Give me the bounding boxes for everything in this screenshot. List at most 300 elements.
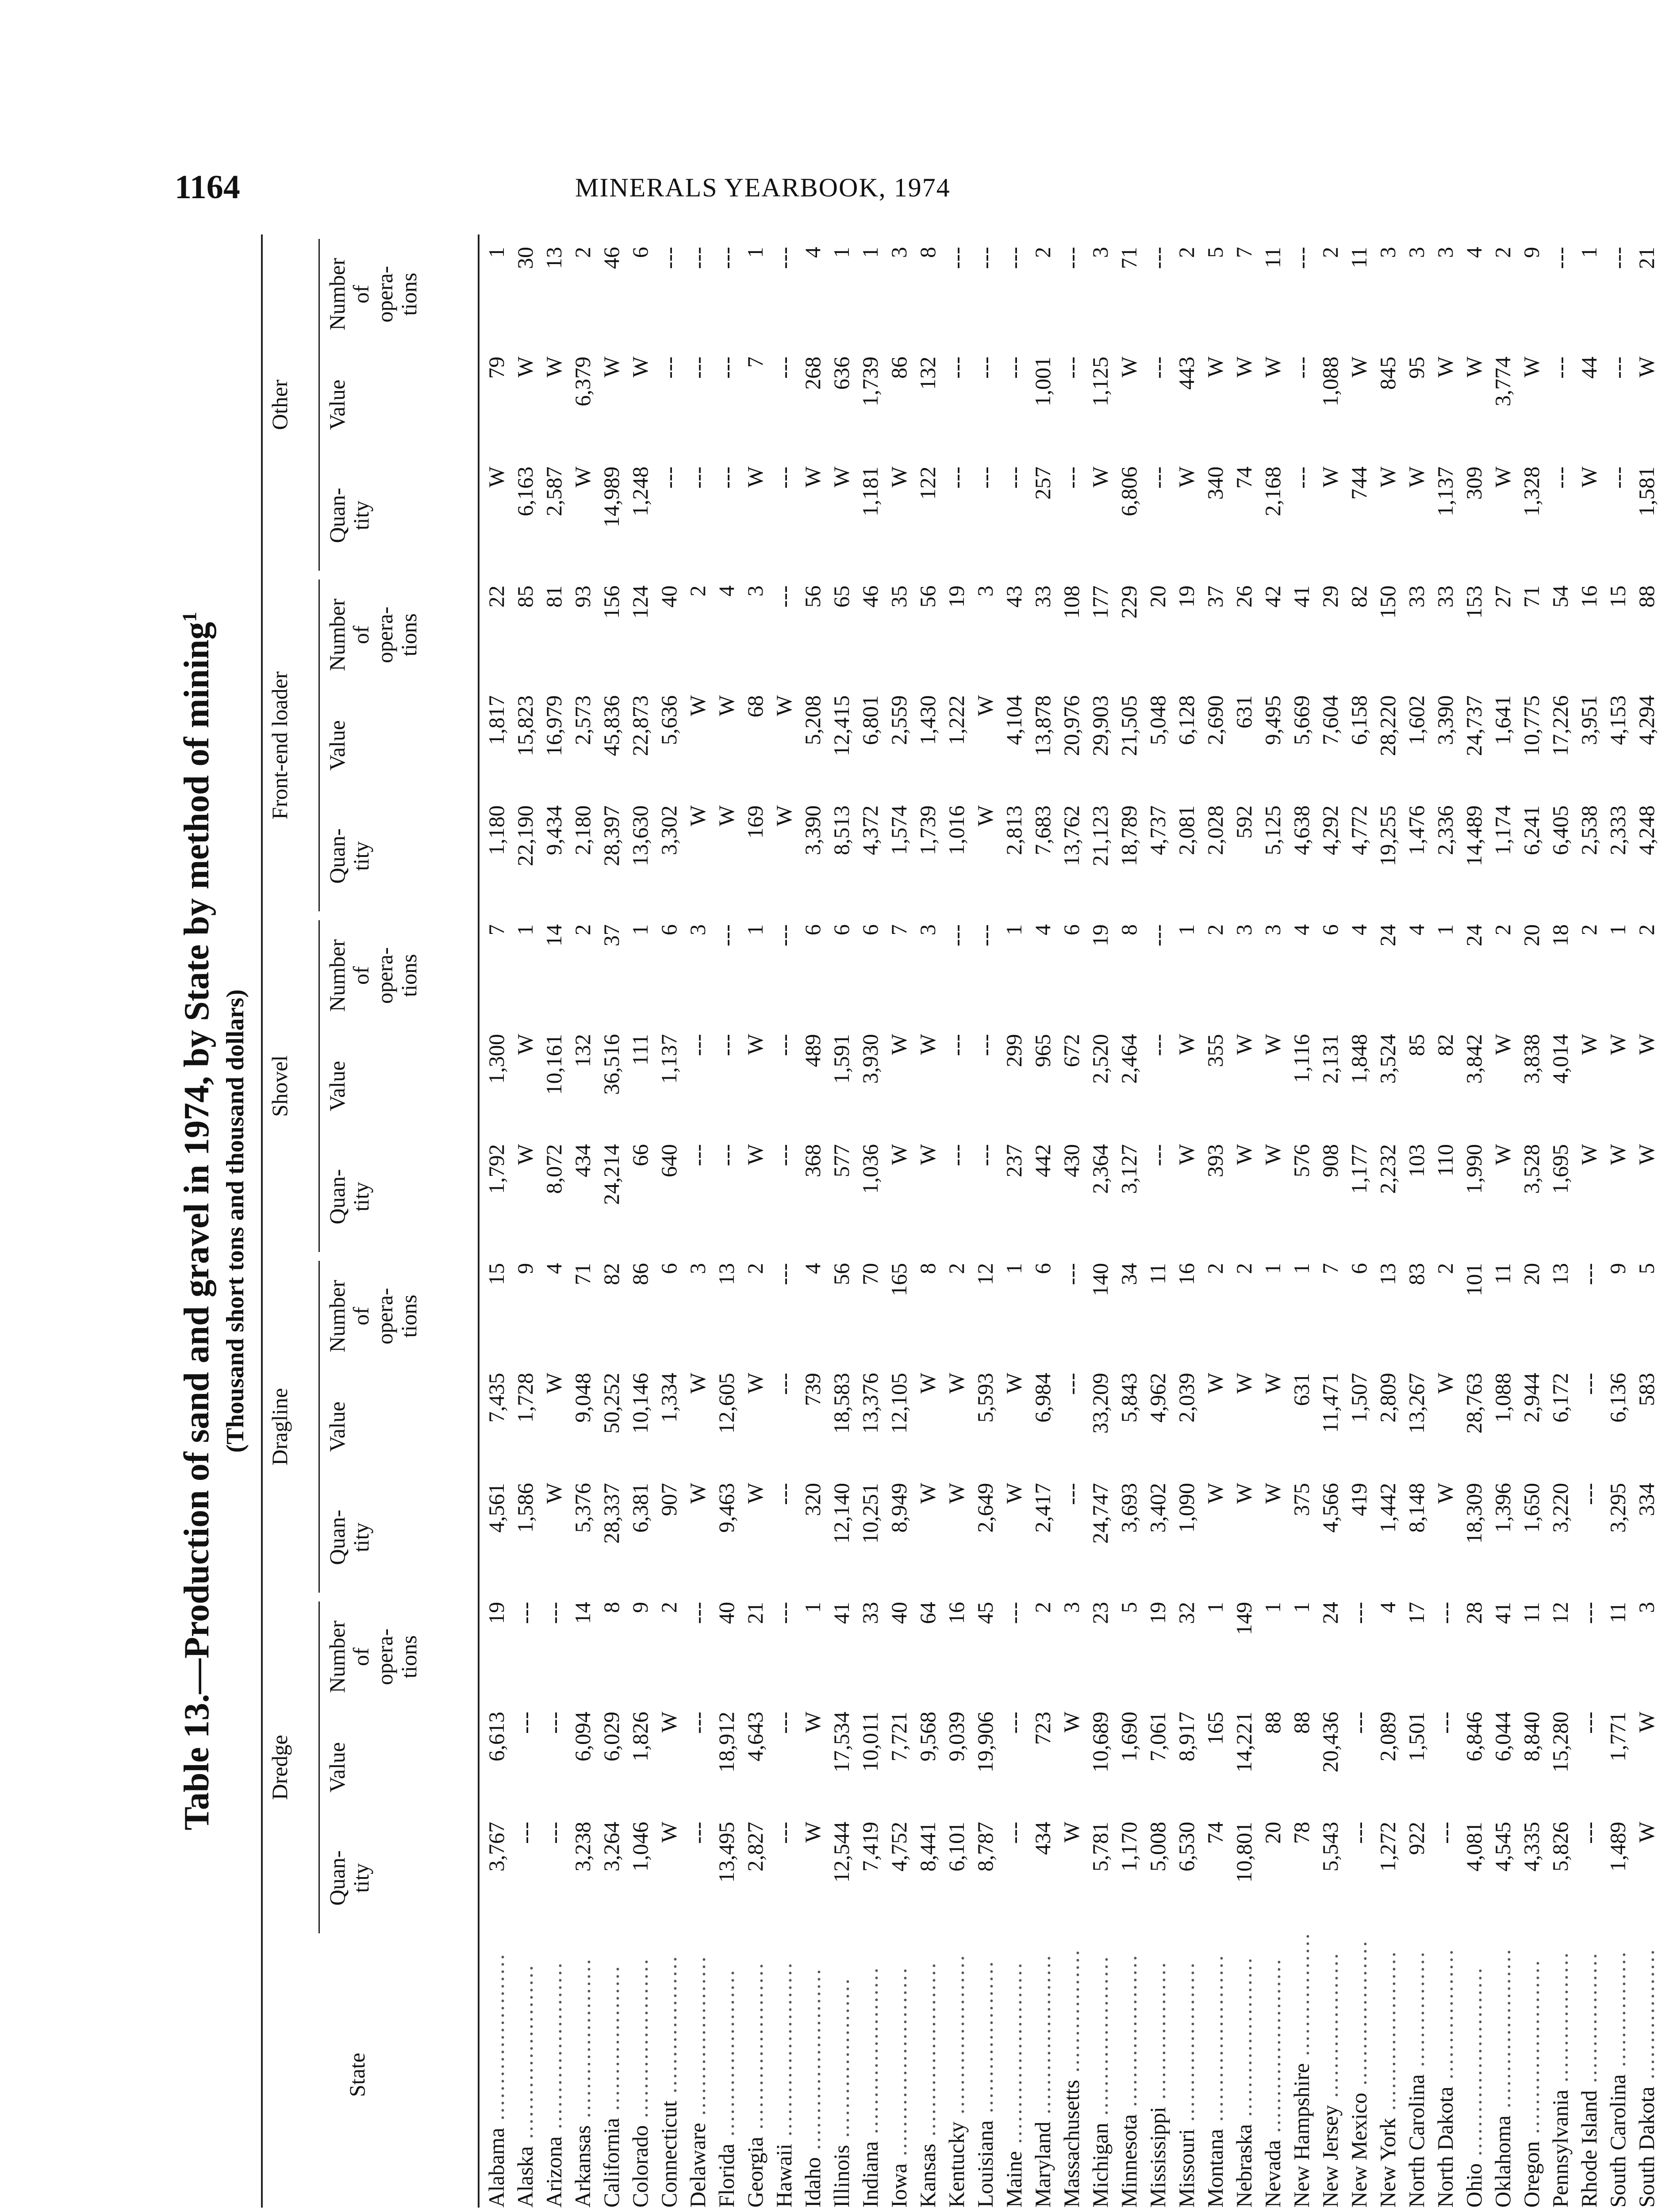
cell-operations: 24	[1462, 924, 1486, 947]
cell-operations: 6	[800, 924, 825, 936]
cell-value: ---	[1346, 1711, 1371, 1734]
table-row	[1258, 234, 1287, 2208]
cell-operations: 7	[484, 924, 509, 936]
cell-value: 723	[1030, 1711, 1055, 1745]
cell-operations: 14	[541, 924, 566, 947]
leader-dots: ......................	[1490, 1947, 1515, 2116]
cell-operations: 71	[1116, 247, 1141, 269]
cell-value: 8,840	[1519, 1711, 1544, 1762]
cell-operations: 1	[1001, 924, 1026, 936]
col-value-header: Value	[325, 1742, 349, 1793]
state-name	[683, 1928, 712, 2208]
cell-value: ---	[1059, 1373, 1084, 1395]
cell-operations: ---	[1577, 1263, 1601, 1285]
cell-quantity: W	[800, 1821, 825, 1843]
cell-quantity: 12,544	[829, 1821, 854, 1883]
table-row	[1517, 234, 1546, 2208]
cell-value: W	[1634, 356, 1659, 378]
cell-operations: ---	[1059, 1263, 1084, 1285]
cell-value: W	[1203, 1373, 1228, 1394]
cell-value: 45,836	[599, 695, 624, 757]
col-quantity-header: Quan- tity	[325, 1850, 373, 1906]
cell-operations: ---	[656, 247, 681, 269]
cell-value: W	[1260, 1034, 1285, 1055]
cell-quantity: 3,402	[1145, 1482, 1170, 1533]
cell-operations: 2	[685, 585, 710, 597]
col-value-header: Value	[325, 1061, 349, 1111]
cell-value: 88	[1260, 1711, 1285, 1734]
cell-operations: 82	[1346, 585, 1371, 608]
cell-value: 3,774	[1490, 356, 1515, 407]
cell-quantity: ---	[685, 1144, 710, 1167]
state-name	[856, 1928, 885, 2208]
cell-value: 9,495	[1260, 695, 1285, 745]
cell-value: 2,039	[1174, 1373, 1199, 1423]
cell-value: 2,089	[1375, 1711, 1400, 1762]
leader-dots: ......................	[1088, 1955, 1112, 2123]
cell-value: 29,903	[1088, 695, 1112, 757]
cell-quantity: W	[1174, 466, 1199, 488]
cell-quantity: 2,827	[743, 1821, 767, 1872]
leader-dots: ......................	[1231, 1956, 1256, 2124]
cell-quantity: W	[685, 1482, 710, 1504]
state-name	[770, 1928, 798, 2208]
cell-quantity: 13,630	[628, 805, 652, 866]
cell-operations: 2	[570, 924, 595, 936]
cell-operations: 4	[800, 247, 825, 258]
cell-quantity: 6,530	[1174, 1821, 1199, 1872]
cell-operations: 2	[656, 1601, 681, 1613]
cell-quantity: ---	[714, 466, 739, 489]
cell-operations: 156	[599, 585, 624, 619]
cell-quantity: ---	[1289, 466, 1314, 489]
cell-quantity: W	[915, 1144, 940, 1165]
cell-operations: 1	[800, 1601, 825, 1613]
cell-operations: 81	[541, 585, 566, 608]
table-row	[942, 234, 971, 2208]
cell-quantity: 908	[1318, 1144, 1343, 1178]
state-label: Delaware	[685, 2123, 710, 2208]
state-name	[597, 1928, 626, 2208]
cell-operations: ---	[1346, 1601, 1371, 1624]
state-label: Oklahoma	[1490, 2115, 1515, 2208]
leader-dots: .................	[1289, 1932, 1314, 2063]
leader-dots: .......................	[484, 1952, 509, 2128]
cell-value: 2,464	[1116, 1034, 1141, 1084]
cell-value: 36,516	[599, 1034, 624, 1095]
state-label: South Dakota	[1634, 2086, 1659, 2208]
cell-operations: 1	[858, 247, 882, 258]
cell-operations: 20	[1519, 924, 1544, 947]
cell-operations: 12	[1548, 1601, 1573, 1624]
table-row	[482, 234, 511, 2208]
group-header-4: Front-end loader	[267, 671, 292, 820]
leader-dots: ..........................	[1462, 1966, 1486, 2163]
cell-quantity: W	[743, 466, 767, 488]
cell-value: 12,105	[886, 1373, 911, 1434]
cell-value: 13,267	[1404, 1373, 1429, 1434]
cell-quantity: 2,168	[1260, 466, 1285, 517]
state-label: Ohio	[1462, 2163, 1486, 2208]
cell-value: W	[1577, 1034, 1601, 1055]
cell-value: 4,643	[743, 1711, 767, 1762]
cell-operations: 2	[1030, 1601, 1055, 1613]
cell-quantity: 4,081	[1462, 1821, 1486, 1872]
state-name	[1172, 1928, 1201, 2208]
cell-operations: 16	[944, 1601, 969, 1624]
cell-operations: 15	[1605, 585, 1630, 608]
cell-quantity: 78	[1289, 1821, 1314, 1844]
cell-operations: 2	[1490, 924, 1515, 936]
table-row	[1201, 234, 1230, 2208]
state-label: New Jersey	[1318, 2105, 1343, 2208]
state-header: State	[345, 2053, 369, 2097]
leader-dots: ........................	[513, 1963, 537, 2147]
table-row	[568, 234, 597, 2208]
table-row	[885, 234, 913, 2208]
cell-value: W	[541, 356, 566, 378]
cell-quantity: 10,801	[1231, 1821, 1256, 1883]
cell-value: ---	[1548, 356, 1573, 379]
cell-quantity: W	[570, 466, 595, 488]
leader-dots: ........................	[1260, 1957, 1285, 2140]
cell-value: 12,605	[714, 1373, 739, 1434]
cell-operations: 2	[1231, 1263, 1256, 1274]
cell-operations: 6	[656, 1263, 681, 1274]
cell-value: W	[915, 1373, 940, 1394]
cell-quantity: 6,381	[628, 1482, 652, 1533]
cell-quantity: 640	[656, 1144, 681, 1178]
cell-quantity: 12,140	[829, 1482, 854, 1544]
leader-dots: ......................	[1030, 1954, 1055, 2122]
cell-operations: 9	[513, 1263, 537, 1274]
cell-value: W	[743, 1034, 767, 1055]
cell-quantity: 2,336	[1433, 805, 1458, 855]
cell-quantity: ---	[1059, 1482, 1084, 1505]
state-label: Oregon	[1519, 2141, 1544, 2208]
cell-operations: 30	[513, 247, 537, 269]
state-label: New Hampshire	[1289, 2063, 1314, 2208]
cell-operations: 41	[1289, 585, 1314, 608]
cell-value: W	[656, 1711, 681, 1733]
cell-value: 1,771	[1605, 1711, 1630, 1762]
state-label: Nebraska	[1231, 2124, 1256, 2208]
cell-quantity: 5,781	[1088, 1821, 1112, 1872]
cell-operations: ---	[1145, 924, 1170, 947]
cell-value: 6,172	[1548, 1373, 1573, 1423]
cell-quantity: 4,566	[1318, 1482, 1343, 1533]
state-name	[971, 1928, 1000, 2208]
cell-value: 6,044	[1490, 1711, 1515, 1762]
cell-operations: 4	[1289, 924, 1314, 936]
table-row	[1603, 234, 1632, 2208]
state-name	[1115, 1928, 1143, 2208]
cell-value: 12,415	[829, 695, 854, 757]
cell-operations: 71	[570, 1263, 595, 1285]
footnote-mark: 1	[178, 611, 201, 622]
cell-value: ---	[1289, 356, 1314, 379]
state-label: Montana	[1203, 2129, 1228, 2208]
cell-quantity: 74	[1203, 1821, 1228, 1844]
cell-value: 1,728	[513, 1373, 537, 1423]
cell-value: 631	[1231, 695, 1256, 729]
state-name	[511, 1928, 540, 2208]
cell-value: W	[628, 356, 652, 378]
cell-value: 636	[829, 356, 854, 390]
table-row	[1402, 234, 1431, 2208]
cell-quantity: ---	[771, 1821, 796, 1844]
table-row	[1575, 234, 1603, 2208]
cell-operations: 9	[1605, 1263, 1630, 1274]
cell-quantity: 309	[1462, 466, 1486, 500]
cell-operations: 8	[915, 1263, 940, 1274]
cell-value: 13,376	[858, 1373, 882, 1434]
cell-value: 20,436	[1318, 1711, 1343, 1773]
cell-value: 7	[743, 356, 767, 368]
cell-quantity: 3,767	[484, 1821, 509, 1872]
leader-dots: .....................	[973, 1959, 997, 2120]
cell-quantity: 8,148	[1404, 1482, 1429, 1533]
state-name	[1000, 1928, 1028, 2208]
cell-operations: 21	[1634, 247, 1659, 269]
cell-operations: 11	[1346, 247, 1371, 269]
cell-operations: 15	[484, 1263, 509, 1285]
leader-dots: .........................	[800, 1967, 825, 2158]
state-label: South Carolina	[1605, 2074, 1630, 2208]
cell-operations: 41	[1490, 1601, 1515, 1624]
cell-operations: 3	[685, 1263, 710, 1274]
cell-value: ---	[771, 1711, 796, 1734]
cell-quantity: 1,695	[1548, 1144, 1573, 1194]
cell-quantity: W	[886, 1144, 911, 1165]
cell-value: 17,226	[1548, 695, 1573, 757]
cell-quantity: 14,989	[599, 466, 624, 528]
cell-operations: 2	[1203, 924, 1228, 936]
cell-value: ---	[973, 1034, 997, 1056]
state-label: Hawaii	[771, 2143, 796, 2208]
cell-operations: 5	[1203, 247, 1228, 258]
cell-operations: 56	[829, 1263, 854, 1285]
cell-value: 68	[743, 695, 767, 718]
cell-value: 10,011	[858, 1711, 882, 1772]
cell-quantity: 5,008	[1145, 1821, 1170, 1872]
cell-operations: 124	[628, 585, 652, 619]
table-title: Table 13.—Production of sand and gravel in 1974, by State by method of mining$^1$	[177, 611, 216, 1831]
cell-value: ---	[656, 356, 681, 379]
group-rule	[318, 1601, 320, 1933]
cell-quantity: ---	[973, 1144, 997, 1167]
cell-quantity: 1,476	[1404, 805, 1429, 855]
cell-quantity: 18,789	[1116, 805, 1141, 866]
cell-quantity: 2,364	[1088, 1144, 1112, 1194]
cell-quantity: 1,442	[1375, 1482, 1400, 1533]
cell-operations: 16	[1174, 1263, 1199, 1285]
cell-value: 1,137	[656, 1034, 681, 1084]
cell-operations: ---	[771, 585, 796, 608]
cell-operations: 9	[1519, 247, 1544, 258]
cell-operations: 42	[1260, 585, 1285, 608]
cell-operations: 4	[1375, 1601, 1400, 1613]
state-name	[482, 1928, 511, 2208]
cell-value: 79	[484, 356, 509, 379]
state-name	[1603, 1928, 1632, 2208]
table-row	[511, 234, 540, 2208]
cell-operations: 3	[1433, 247, 1458, 258]
cell-quantity: W	[944, 1482, 969, 1504]
cell-value: 28,763	[1462, 1373, 1486, 1434]
cell-quantity: ---	[771, 1482, 796, 1505]
cell-operations: 11	[1519, 1601, 1544, 1623]
cell-value: 3,524	[1375, 1034, 1400, 1084]
cell-operations: 6	[628, 247, 652, 258]
cell-quantity: 2,180	[570, 805, 595, 855]
cell-value: 1,641	[1490, 695, 1515, 745]
cell-operations: 1	[1260, 1601, 1285, 1613]
table-row	[1086, 234, 1115, 2208]
cell-operations: 2	[570, 247, 595, 258]
cell-value: W	[1462, 356, 1486, 378]
leader-dots: ...................	[656, 1955, 681, 2101]
cell-value: 16,979	[541, 695, 566, 757]
state-label: Florida	[714, 2143, 739, 2208]
cell-operations: 1	[1289, 1601, 1314, 1613]
cell-operations: 3	[915, 924, 940, 936]
cell-value: W	[1346, 356, 1371, 378]
state-label: New York	[1375, 2118, 1400, 2208]
cell-quantity: 2,649	[973, 1482, 997, 1533]
state-name	[1316, 1928, 1345, 2208]
table-row	[1028, 234, 1057, 2208]
cell-value: 1,817	[484, 695, 509, 745]
leader-dots: ....................	[1318, 1951, 1343, 2105]
cell-value: ---	[714, 356, 739, 379]
cell-operations: 64	[915, 1601, 940, 1624]
state-label: Arkansas	[570, 2125, 595, 2208]
cell-operations: 24	[1375, 924, 1400, 947]
cell-operations: 4	[1346, 924, 1371, 936]
cell-value: 15,280	[1548, 1711, 1573, 1773]
cell-operations: 37	[599, 924, 624, 947]
cell-quantity: 1,036	[858, 1144, 882, 1194]
state-label: Massachusetts	[1059, 2080, 1084, 2208]
cell-quantity: 2,587	[541, 466, 566, 517]
rotated-table	[177, 234, 1659, 2208]
cell-value: 6,094	[570, 1711, 595, 1762]
cell-operations: 11	[1490, 1263, 1515, 1285]
cell-operations: 140	[1088, 1263, 1112, 1296]
cell-quantity: 577	[829, 1144, 854, 1178]
leader-dots: .................	[1059, 1948, 1084, 2080]
cell-value: 6,984	[1030, 1373, 1055, 1423]
table-row	[1632, 234, 1661, 2208]
cell-quantity: W	[541, 1482, 566, 1504]
cell-value: W	[1174, 1034, 1199, 1055]
cell-operations: 11	[1605, 1601, 1630, 1623]
cell-operations: 4	[1030, 924, 1055, 936]
leader-dots: ....................	[1346, 1939, 1371, 2093]
cell-value: 9,568	[915, 1711, 940, 1762]
cell-operations: 7	[1318, 1263, 1343, 1274]
cell-quantity: 1,586	[513, 1482, 537, 1533]
cell-quantity: 6,405	[1548, 805, 1573, 855]
cell-quantity: 14,489	[1462, 805, 1486, 866]
cell-quantity: W	[1088, 466, 1112, 488]
cell-quantity: W	[771, 805, 796, 826]
cell-quantity: ---	[1001, 466, 1026, 489]
cell-operations: 5	[1634, 1263, 1659, 1274]
cell-value: 44	[1577, 356, 1601, 379]
cell-value: W	[1116, 356, 1141, 378]
cell-operations: 3	[1404, 247, 1429, 258]
cell-operations: 32	[1174, 1601, 1199, 1624]
state-name	[1057, 1928, 1086, 2208]
cell-quantity: 1,581	[1634, 466, 1659, 517]
cell-operations: ---	[973, 247, 997, 269]
state-name	[540, 1928, 568, 2208]
state-label: Maryland	[1030, 2121, 1055, 2208]
cell-quantity: 434	[570, 1144, 595, 1178]
cell-quantity: 169	[743, 805, 767, 839]
group-rule	[318, 580, 320, 911]
cell-value: 6,801	[858, 695, 882, 745]
cell-quantity: 1,248	[628, 466, 652, 517]
state-name	[1086, 1928, 1115, 2208]
cell-quantity: 66	[628, 1144, 652, 1167]
leader-dots: ................	[1404, 1950, 1429, 2074]
cell-value: 18,912	[714, 1711, 739, 1773]
cell-quantity: 1,574	[886, 805, 911, 855]
state-name	[1431, 1928, 1460, 2208]
leader-dots: ...................	[1145, 1961, 1170, 2107]
cell-value: 5,669	[1289, 695, 1314, 745]
state-label: California	[599, 2118, 624, 2208]
cell-quantity: W	[1318, 466, 1343, 488]
cell-operations: 27	[1490, 585, 1515, 608]
cell-operations: 86	[628, 1263, 652, 1285]
table-row	[1115, 234, 1143, 2208]
state-name	[1287, 1928, 1316, 2208]
state-name	[568, 1928, 597, 2208]
cell-value: 10,775	[1519, 695, 1544, 757]
cell-value: 5,048	[1145, 695, 1170, 745]
cell-operations: 1	[513, 924, 537, 936]
cell-value: 299	[1001, 1034, 1026, 1068]
cell-value: W	[513, 1034, 537, 1055]
leader-dots: ......................	[1174, 1961, 1199, 2129]
leader-dots: ..................	[1433, 1947, 1458, 2087]
leader-dots: .....................	[1116, 1953, 1141, 2114]
state-name	[712, 1928, 741, 2208]
cell-value: 86	[886, 356, 911, 379]
cell-operations: 3	[1260, 924, 1285, 936]
cell-quantity: 22,190	[513, 805, 537, 866]
cell-quantity: W	[1231, 1144, 1256, 1165]
cell-operations: 93	[570, 585, 595, 608]
state-label: Connecticut	[656, 2101, 681, 2208]
cell-value: 15,823	[513, 695, 537, 757]
group-header-5: Other	[267, 380, 292, 430]
cell-operations: ---	[1577, 1601, 1601, 1624]
cell-value: 1,739	[858, 356, 882, 407]
cell-quantity: W	[1404, 466, 1429, 488]
cell-operations: ---	[944, 247, 969, 269]
col-operations-header: Number of opera- tions	[325, 1280, 421, 1352]
cell-value: 4,294	[1634, 695, 1659, 745]
cell-quantity: 2,081	[1174, 805, 1199, 855]
cell-operations: 177	[1088, 585, 1112, 619]
data-table	[482, 234, 1661, 2208]
cell-quantity: 1,174	[1490, 805, 1515, 855]
